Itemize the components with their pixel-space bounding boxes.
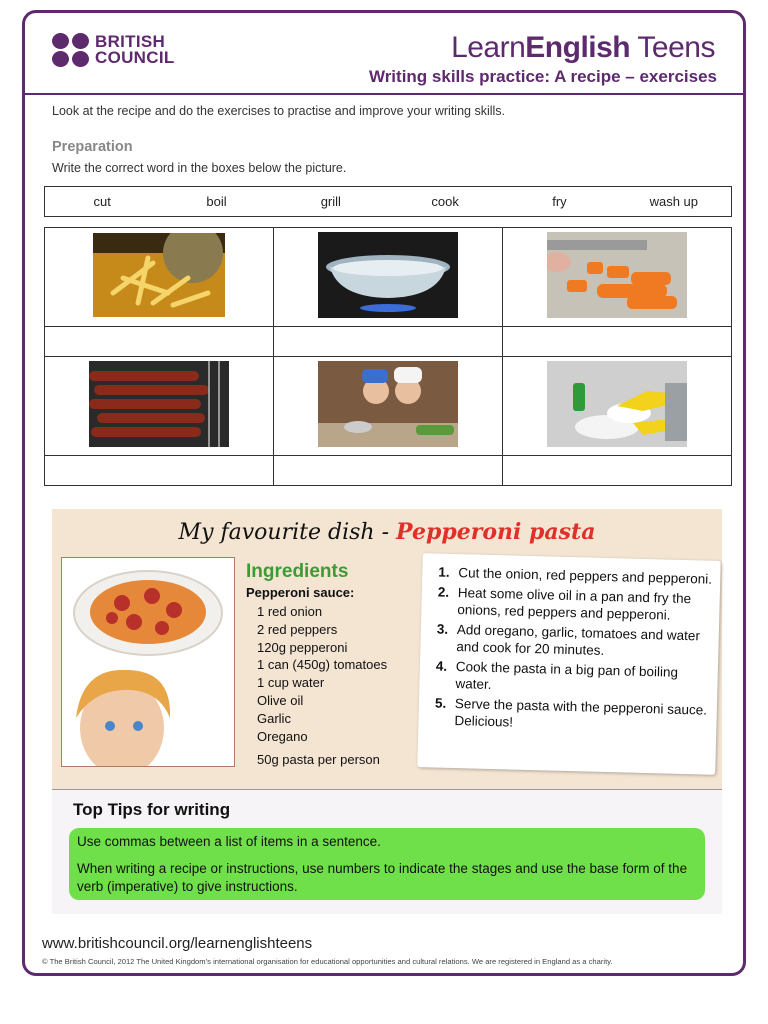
method-step: 5. Serve the pasta with the pepperoni sauce. Delicious! (434, 695, 708, 730)
worksheet-frame (22, 10, 746, 976)
header (25, 13, 743, 95)
ingredient-item: Garlic (257, 710, 291, 726)
footer-copyright: © The British Council, 2012 The United Kingdom’s international organisation for educational opportunities and cultural relations. We are registered in England as a charity. (42, 957, 613, 966)
word-bank-item: grill (320, 194, 341, 209)
method-step: 2. Heat some olive oil in a pan and fry the onions, red peppers and pepperoni. (437, 584, 692, 623)
recipe-card (52, 509, 722, 789)
logo-line-1: BRITISH (95, 32, 166, 51)
ingredients-list (257, 603, 387, 745)
top-tips-box (69, 828, 705, 900)
answer-box[interactable] (274, 456, 503, 486)
grilling-sausages-photo (89, 361, 229, 447)
tip-text: When writing a recipe or instructions, use numbers to indicate the stages and use the base form of the verb (imperative) to give instructions. (77, 861, 688, 894)
answer-box[interactable] (45, 456, 274, 486)
washing-up-photo (547, 361, 687, 447)
preparation-instruction: Write the correct word in the boxes below the picture. (52, 161, 347, 175)
recipe-photo (61, 557, 235, 767)
cutting-carrots-photo (547, 232, 687, 318)
preparation-heading: Preparation (52, 139, 133, 155)
ingredient-item: 1 cup water (257, 675, 325, 691)
method-step: 1. Cut the onion, red peppers and pepperoni. (438, 564, 713, 587)
intro-text: Look at the recipe and do the exercises to practise and improve your writing skills. (52, 104, 506, 118)
recipe-title: My favourite dish - Pepperoni pasta (178, 519, 596, 545)
pasta-and-girl-illustration (62, 558, 235, 767)
method-step: 4. Cook the pasta in a big pan of boiling water. (435, 658, 679, 692)
ingredient-item: Oregano (257, 728, 308, 744)
top-tips-heading: Top Tips for writing (73, 800, 231, 819)
word-bank-item: fry (552, 194, 567, 209)
tip-text: Use commas between a list of items in a sentence. (77, 834, 381, 849)
top-tips-section (52, 789, 722, 914)
boiling-pot-photo (318, 232, 458, 318)
pasta-amount: 50g pasta per person (257, 752, 380, 767)
answer-box[interactable] (503, 327, 732, 357)
ingredient-item: 1 red onion (257, 604, 323, 619)
word-bank-item: cook (431, 194, 459, 209)
kids-cooking-photo (318, 361, 458, 447)
frying-chips-photo (93, 233, 225, 317)
sauce-heading: Pepperoni sauce: (246, 585, 355, 600)
logo-line-2: COUNCIL (95, 48, 175, 67)
learnenglish-teens-brand: LearnEnglish Teens (451, 31, 715, 64)
ingredients-heading: Ingredients (246, 561, 349, 582)
british-council-dots-icon (52, 33, 90, 67)
ingredient-item: 120g pepperoni (257, 639, 348, 655)
page-subtitle: Writing skills practice: A recipe – exercises (368, 67, 717, 86)
method-note (417, 553, 720, 775)
word-bank-item: wash up (649, 194, 698, 209)
answer-box[interactable] (503, 456, 732, 486)
answer-box[interactable] (274, 327, 503, 357)
ingredient-item: Olive oil (257, 692, 304, 708)
answer-box[interactable] (45, 327, 274, 357)
footer-url[interactable]: www.britishcouncil.org/learnenglishteens (42, 935, 313, 952)
method-steps (434, 564, 718, 739)
british-council-logo (52, 33, 175, 67)
ingredient-item: 1 can (450g) tomatoes (257, 657, 388, 673)
word-bank-item: boil (206, 194, 227, 209)
ingredient-item: 2 red peppers (257, 621, 338, 637)
word-bank (44, 186, 732, 217)
picture-exercise-table (44, 227, 732, 486)
method-step: 3. Add oregano, garlic, tomatoes and water and cook for 20 minutes. (436, 621, 701, 658)
word-bank-item: cut (93, 194, 111, 209)
